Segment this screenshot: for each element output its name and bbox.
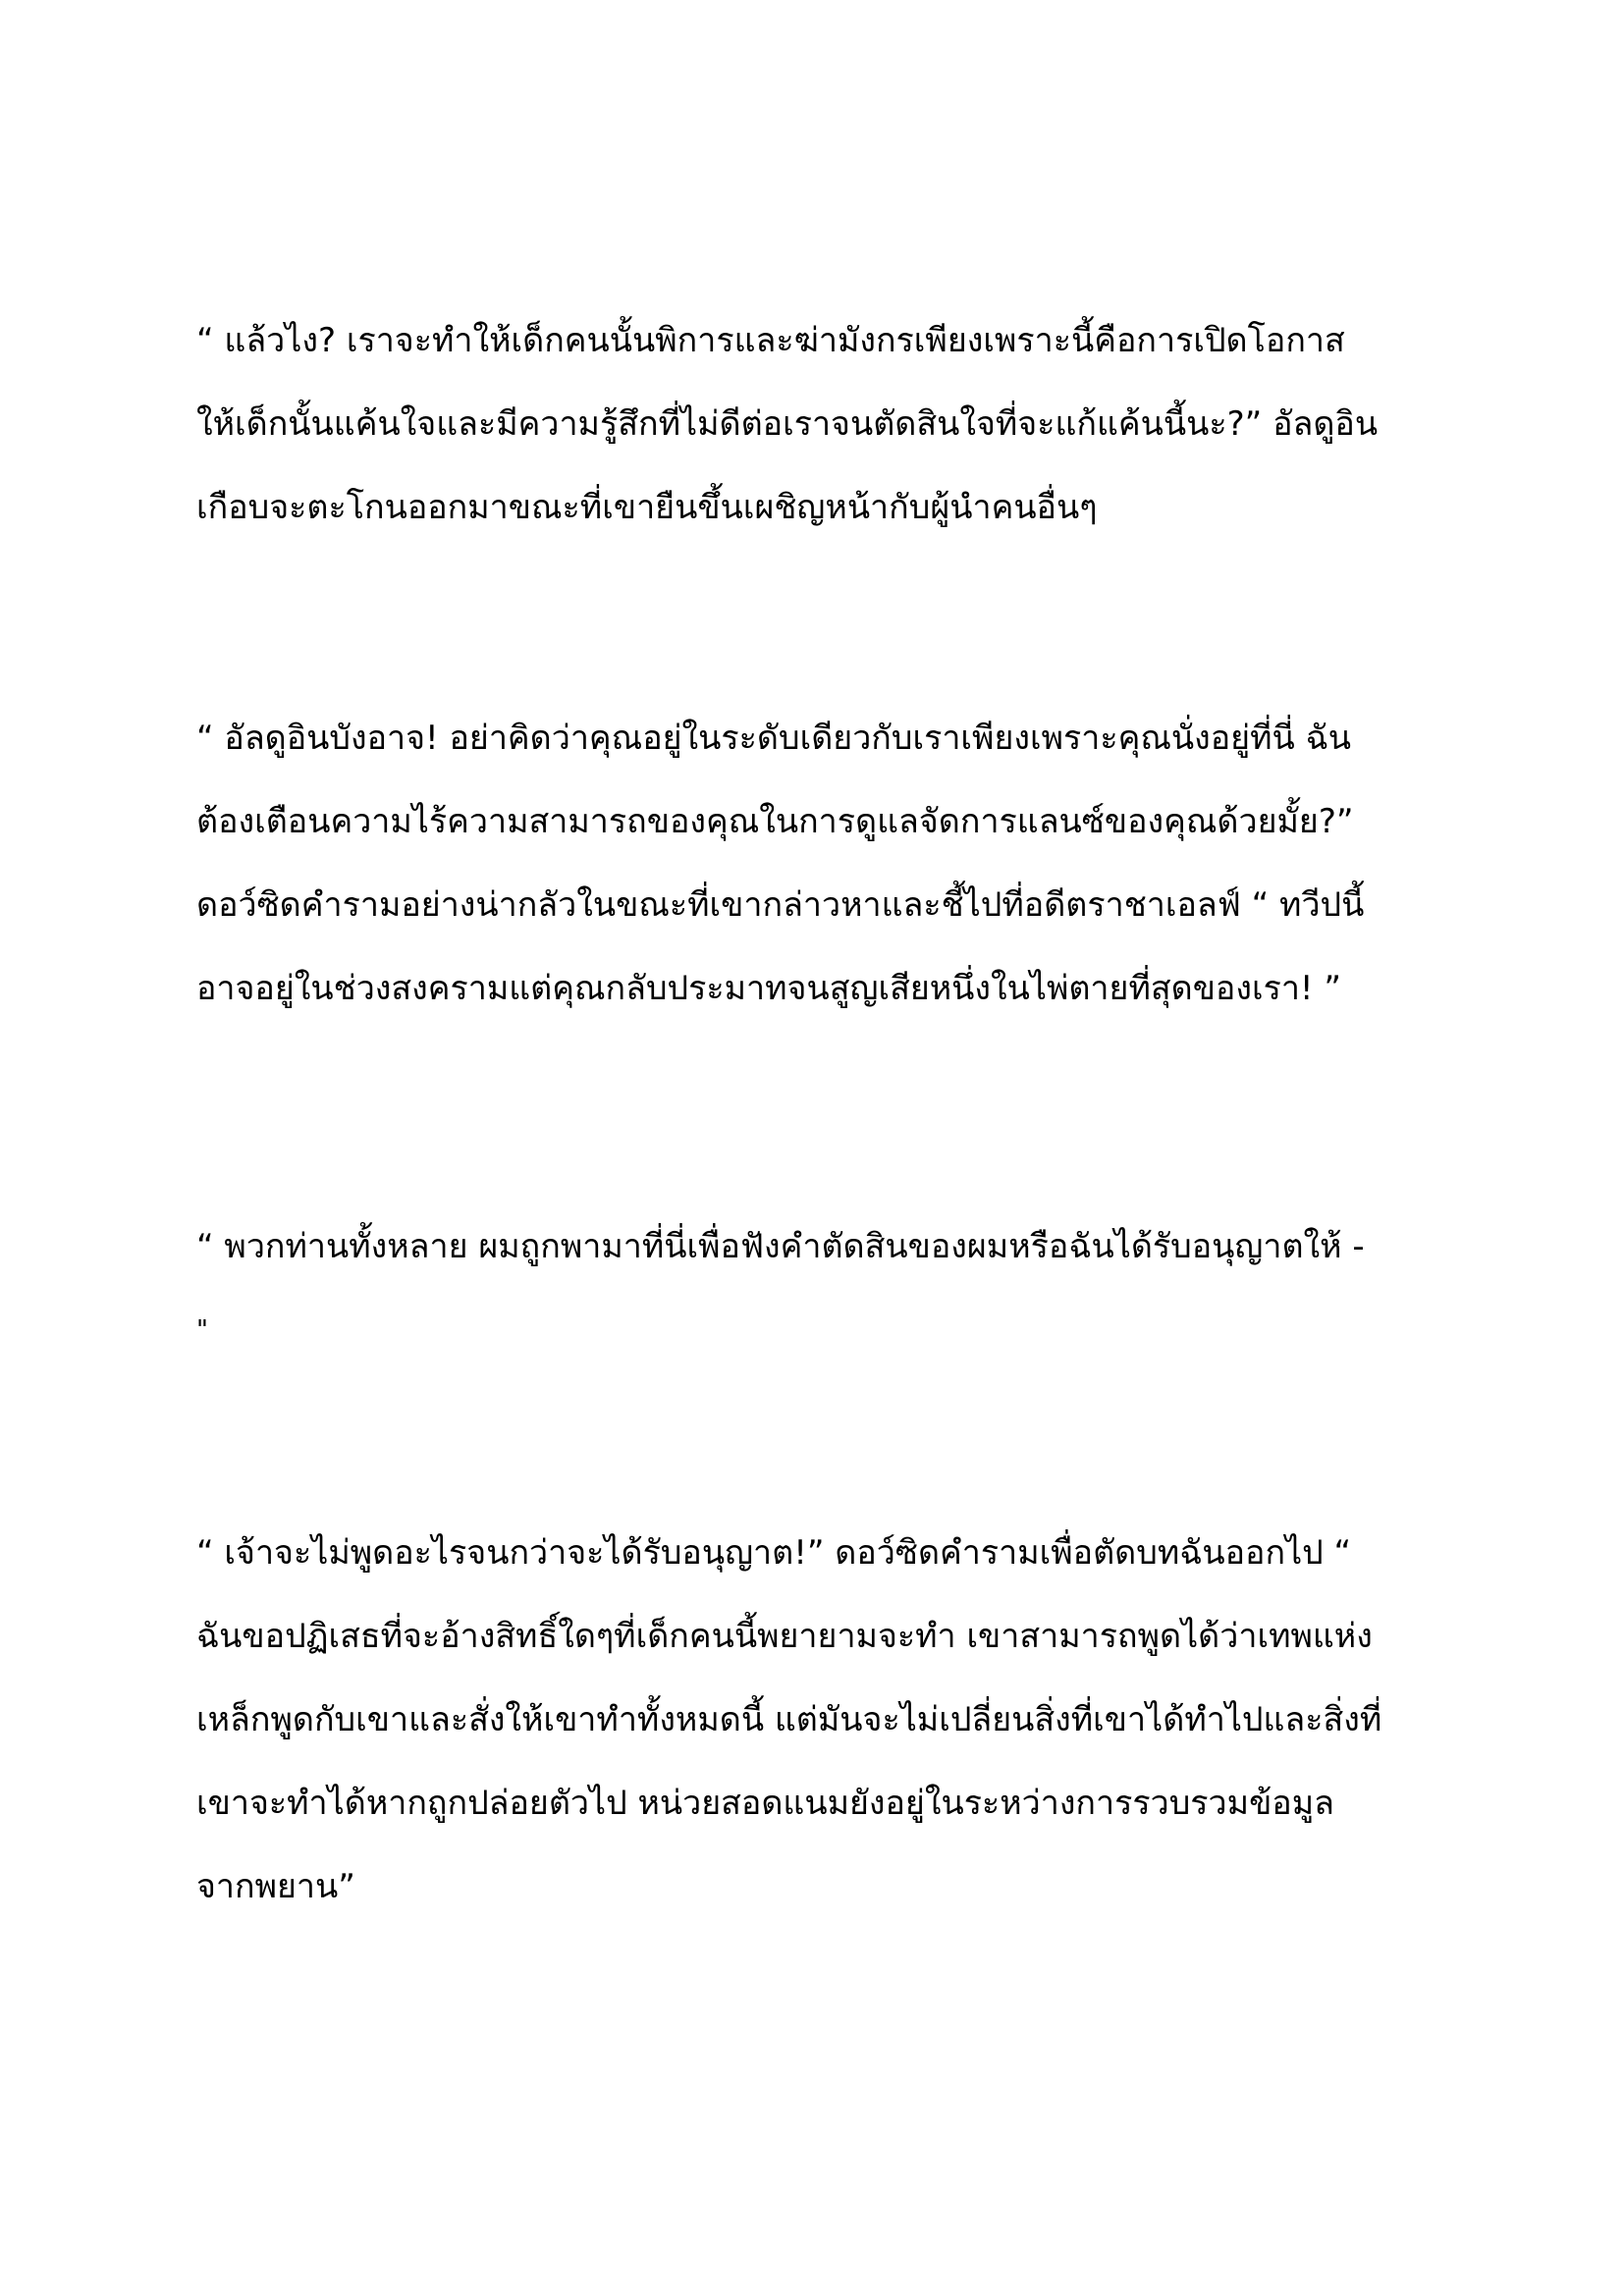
paragraph-line: ต้องเตือนความไร้ความสามารถของคุณในการดูแลจัดการแลนซ์ของคุณด้วยมั้ย?”: [196, 802, 1354, 841]
paragraph-line: เกือบจะตะโกนออกมาขณะที่เขายืนขึ้นเผชิญหน้ากับผู้นำคนอื่นๆ: [196, 488, 1098, 527]
paragraph-line: “ แล้วไง? เราจะทำให้เด็กคนนั้นพิการและฆ่ามังกรเพียงเพราะนี้คือการเปิดโอกาส: [196, 321, 1345, 360]
paragraph-1: [196, 299, 1453, 550]
paragraph-line: เหล็กพูดกับเขาและสั่งให้เขาทำทั้งหมดนี้ แต่มันจะไม่เปลี่ยนสิ่งที่เขาได้ทำไปและสิ่งที่: [196, 1700, 1382, 1739]
paragraph-3: [196, 1205, 1453, 1372]
paragraph-line: จากพยาน”: [196, 1867, 355, 1906]
paragraph-line: อาจอยู่ในช่วงสงครามแต่คุณกลับประมาทจนสูญเสียหนึ่งในไพ่ตายที่สุดของเรา! ”: [196, 969, 1341, 1008]
paragraph-line: ฉันขอปฏิเสธที่จะอ้างสิทธิ์ใดๆที่เด็กคนนี้พยายามจะทำ เขาสามารถพูดได้ว่าเทพแห่ง: [196, 1617, 1373, 1656]
paragraph-line: ดอว์ซิดคำรามอย่างน่ากลัวในขณะที่เขากล่าวหาและชี้ไปที่อดีตราชาเอลฟ์ “ ทวีปนี้: [196, 885, 1365, 925]
paragraph-line: เขาจะทำได้หากถูกปล่อยตัวไป หน่วยสอดแนมยังอยู่ในระหว่างการรวบรวมข้อมูล: [196, 1784, 1334, 1823]
paragraph-line: ให้เด็กนั้นแค้นใจและมีความรู้สึกที่ไม่ดีต่อเราจนตัดสินใจที่จะแก้แค้นนี้นะ?” อัลดูอิน: [196, 404, 1379, 444]
paragraph-2: [196, 697, 1453, 1031]
paragraph-line: ": [196, 1315, 208, 1345]
paragraph-line: “ พวกท่านทั้งหลาย ผมถูกพามาที่นี่เพื่อฟังคำตัดสินของผมหรือฉันได้รับอนุญาตให้ -: [196, 1227, 1365, 1266]
paragraph-line: “ อัลดูอินบังอาจ! อย่าคิดว่าคุณอยู่ในระดับเดียวกับเราเพียงเพราะคุณนั่งอยู่ที่นี่ ฉัน: [196, 719, 1351, 758]
paragraph-4: [196, 1512, 1453, 1929]
paragraph-line: “ เจ้าจะไม่พูดอะไรจนกว่าจะได้รับอนุญาต!” ดอว์ซิดคำรามเพื่อตัดบทฉันออกไป “: [196, 1533, 1352, 1573]
